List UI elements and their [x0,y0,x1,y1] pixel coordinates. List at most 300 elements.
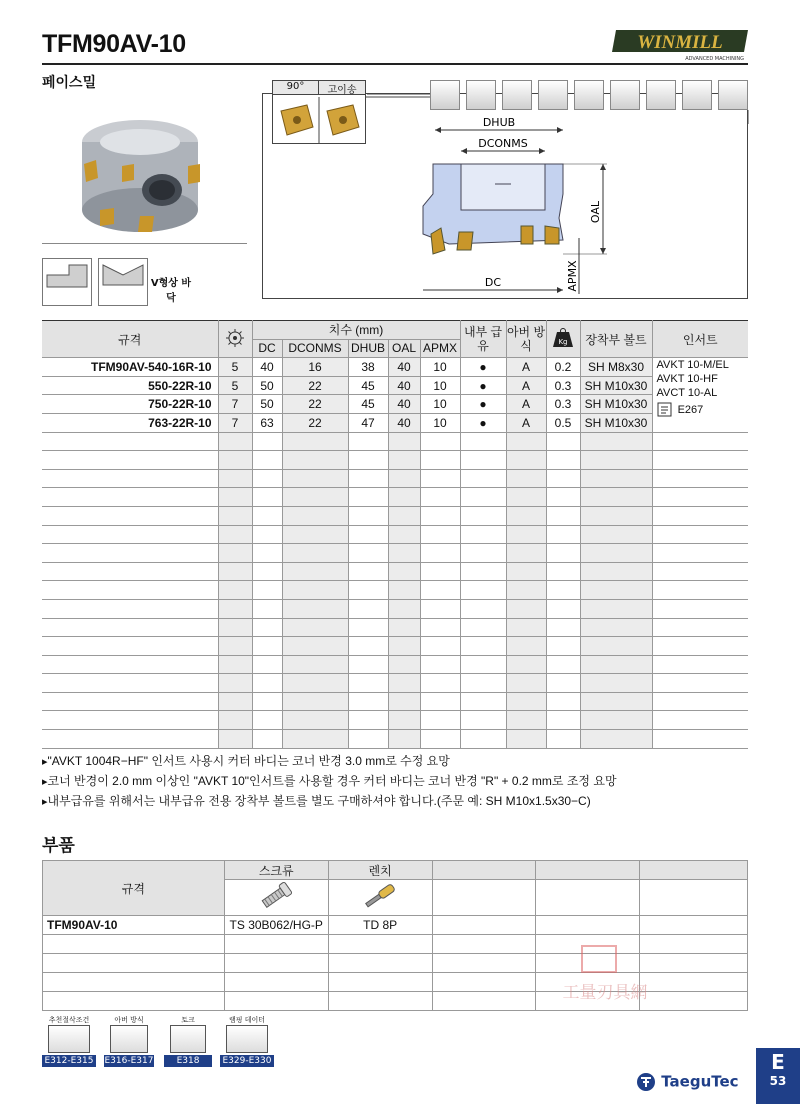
empty-cell [388,599,420,618]
row-weight: 0.5 [546,413,580,432]
row-arbor: A [506,413,546,432]
empty-table-row [42,711,748,730]
empty-cell [252,655,282,674]
weight-icon [546,321,580,358]
empty-cell [460,655,506,674]
row-oal: 40 [388,358,420,377]
empty-cell [546,525,580,544]
empty-cell [506,711,546,730]
row-teeth: 5 [218,358,252,377]
empty-cell [580,637,652,656]
row-weight: 0.3 [546,376,580,395]
note-item: ▸ 코너 반경이 2.0 mm 이상인 "AVKT 10"인서트를 사용할 경우 커터 바디는 코너 반경 "R" + 0.2 mm로 조정 요망 [42,772,617,792]
empty-cell [388,711,420,730]
empty-cell [348,637,388,656]
empty-cell [580,655,652,674]
row-dconms: 22 [282,376,348,395]
empty-table-row [42,451,748,470]
empty-cell [546,674,580,693]
empty-cell [388,674,420,693]
empty-cell [420,451,460,470]
empty-cell [432,954,536,973]
row-bolt: SH M10x30 [580,413,652,432]
empty-cell [348,711,388,730]
empty-cell [282,730,348,749]
empty-cell [282,506,348,525]
ramping-icon [502,80,532,110]
empty-cell [640,880,748,916]
empty-table-row [42,544,748,563]
empty-table-row [42,599,748,618]
empty-cell [42,488,218,507]
empty-cell [282,711,348,730]
empty-cell [42,506,218,525]
empty-cell [388,451,420,470]
empty-cell [546,544,580,563]
empty-cell [218,544,252,563]
empty-cell [506,506,546,525]
empty-cell [282,469,348,488]
empty-cell [282,544,348,563]
empty-cell [460,637,506,656]
empty-cell [432,916,536,935]
empty-cell [224,973,328,992]
empty-cell [580,711,652,730]
empty-table-row [42,432,748,451]
empty-cell [506,544,546,563]
empty-cell [420,618,460,637]
coolant-header: 내부 급유 [460,321,506,358]
empty-cell [460,692,506,711]
empty-cell [580,525,652,544]
empty-cell [580,469,652,488]
empty-cell [506,469,546,488]
empty-cell [580,488,652,507]
empty-table-row [42,618,748,637]
empty-cell [252,432,282,451]
empty-cell [580,599,652,618]
empty-cell [580,581,652,600]
empty-cell [282,637,348,656]
empty-cell [42,637,218,656]
wrench-spec: TD 8P [328,916,432,935]
empty-cell [420,432,460,451]
row-coolant: ● [460,395,506,414]
row-bolt: SH M10x30 [580,376,652,395]
arbor-icon [110,1025,148,1053]
table-row [42,376,748,395]
row-dhub: 45 [348,376,388,395]
empty-cell [252,711,282,730]
empty-cell [546,488,580,507]
empty-cell [652,544,748,563]
empty-cell [420,581,460,600]
empty-cell [506,599,546,618]
empty-cell [218,655,252,674]
empty-cell [388,432,420,451]
empty-cell [252,692,282,711]
empty-cell [420,544,460,563]
empty-cell [388,730,420,749]
empty-cell [546,432,580,451]
empty-cell [652,674,748,693]
empty-cell [420,692,460,711]
empty-cell [218,469,252,488]
insert-item: AVKT 10-HF [656,373,718,386]
empty-cell [218,674,252,693]
spec-table [42,320,748,749]
empty-cell [218,451,252,470]
empty-cell [536,916,640,935]
empty-cell [218,599,252,618]
table-row [43,916,748,935]
empty-cell [652,562,748,581]
row-apmx: 10 [420,376,460,395]
row-bolt: SH M8x30 [580,358,652,377]
dhub-label: DHUB [482,116,516,129]
row-dc: 50 [252,376,282,395]
empty-cell [652,692,748,711]
empty-cell [460,488,506,507]
section-tab [756,1048,800,1104]
empty-table-row [42,488,748,507]
insert-90-header: 90° [273,81,319,95]
empty-cell [652,488,748,507]
facing-icon [430,80,460,110]
empty-cell [348,674,388,693]
empty-table-row [42,525,748,544]
empty-rows [42,432,748,748]
empty-cell [460,711,506,730]
empty-cell [652,525,748,544]
empty-cell [388,469,420,488]
empty-cell [506,674,546,693]
empty-header [640,861,748,880]
empty-cell [282,655,348,674]
empty-cell [420,506,460,525]
row-coolant: ● [460,376,506,395]
dc-header: DC [252,339,282,358]
row-apmx: 10 [420,358,460,377]
row-spec: 750-22R-10 [42,395,218,414]
row-bolt: SH M10x30 [580,395,652,414]
empty-cell [420,730,460,749]
screw-icon [224,880,328,916]
empty-cell [282,432,348,451]
empty-cell [42,562,218,581]
insert-item: AVKT 10-M/EL [656,359,729,372]
empty-table-row [42,581,748,600]
photo-divider [42,243,247,244]
empty-cell [252,562,282,581]
book-icon [657,402,675,418]
empty-cell [218,562,252,581]
empty-cell [546,469,580,488]
title-divider [42,63,748,65]
empty-table-row [42,562,748,581]
row-dconms: 22 [282,413,348,432]
empty-cell [460,581,506,600]
empty-cell [546,655,580,674]
empty-cell [420,488,460,507]
plunging-icon [610,80,640,110]
oal-label: OAL [589,200,602,224]
empty-cell [546,692,580,711]
empty-cell [282,618,348,637]
empty-cell [42,599,218,618]
empty-cell [388,506,420,525]
apmx-label: APMX [566,260,579,292]
ramping-data-icon [226,1025,268,1053]
empty-cell [432,973,536,992]
arbor-header: 아버 방식 [506,321,546,358]
empty-cell [43,954,225,973]
icons-connector [740,110,750,126]
empty-table-row [42,730,748,749]
row-oal: 40 [388,413,420,432]
empty-cell [460,432,506,451]
empty-cell [42,730,218,749]
empty-cell [546,451,580,470]
empty-cell [252,637,282,656]
empty-cell [252,674,282,693]
empty-cell [348,730,388,749]
row-dhub: 47 [348,413,388,432]
corner-angle-icon [42,258,92,306]
insert-page-ref [657,402,749,418]
dconms-label: DCONMS [478,137,528,150]
taegutec-logo [636,1072,739,1092]
row-arbor: A [506,376,546,395]
empty-cell [218,711,252,730]
empty-cell [218,488,252,507]
screw-spec: TS 30B062/HG-P [224,916,328,935]
empty-cell [546,506,580,525]
apmx-header: APMX [420,339,460,358]
svg-text:Kg: Kg [558,337,568,346]
parts-spec-header: 규격 [43,861,225,916]
empty-table-row [42,692,748,711]
empty-cell [420,469,460,488]
empty-cell [282,599,348,618]
empty-cell [652,599,748,618]
dc-label: DC [484,276,502,289]
empty-cell [218,525,252,544]
empty-cell [252,730,282,749]
empty-cell [652,432,748,451]
empty-cell [42,469,218,488]
empty-cell [506,730,546,749]
empty-cell [388,692,420,711]
ref-page: E312-E315 [42,1055,96,1067]
empty-cell [328,992,432,1011]
note-item: ▸ "AVKT 1004R−HF" 인서트 사용시 커터 바디는 코너 반경 3.0 mm로 수정 요망 [42,752,617,772]
row-apmx: 10 [420,413,460,432]
empty-cell [42,451,218,470]
row-arbor: A [506,358,546,377]
empty-cell [580,544,652,563]
empty-cell [536,880,640,916]
empty-cell [546,618,580,637]
ref-label: 토크 [181,1016,195,1024]
empty-cell [580,432,652,451]
empty-cell [348,469,388,488]
row-coolant: ● [460,413,506,432]
empty-cell [348,655,388,674]
empty-cell [42,674,218,693]
empty-cell [348,432,388,451]
empty-cell [42,581,218,600]
row-teeth: 7 [218,413,252,432]
empty-cell [282,488,348,507]
empty-cell [506,581,546,600]
empty-cell [506,451,546,470]
pocketing-icon [646,80,676,110]
empty-cell [460,451,506,470]
dimensions-header: 치수 (mm) [252,321,460,340]
row-spec: TFM90AV-540-16R-10 [42,358,218,377]
empty-cell [328,935,432,954]
row-coolant: ● [460,358,506,377]
empty-cell [640,916,748,935]
empty-cell [282,674,348,693]
empty-cell [652,581,748,600]
ref-page: E329-E330 [220,1055,274,1067]
empty-cell [42,618,218,637]
insert-item: AVCT 10-AL [656,387,718,400]
empty-cell [580,730,652,749]
ref-arbor[interactable] [104,1015,154,1067]
empty-table-row [42,506,748,525]
empty-cell [218,692,252,711]
insert-header: 인서트 [652,321,748,358]
winmill-logo [612,28,750,62]
empty-cell [43,935,225,954]
empty-cell [506,562,546,581]
empty-cell [328,973,432,992]
empty-cell [218,730,252,749]
empty-cell [460,562,506,581]
empty-cell [420,674,460,693]
empty-cell [506,618,546,637]
empty-cell [252,469,282,488]
empty-cell [348,618,388,637]
empty-cell [460,506,506,525]
empty-cell [42,525,218,544]
empty-cell [252,525,282,544]
parts-spec: TFM90AV-10 [43,916,225,935]
empty-cell [546,637,580,656]
empty-table-row [42,469,748,488]
empty-cell [388,637,420,656]
empty-cell [348,544,388,563]
empty-cell [388,655,420,674]
empty-cell [42,544,218,563]
empty-cell [348,488,388,507]
helical-icon [718,80,748,110]
empty-cell [420,599,460,618]
empty-cell [580,692,652,711]
empty-cell [580,562,652,581]
empty-cell [348,692,388,711]
ref-ramping[interactable] [220,1015,274,1067]
empty-cell [546,711,580,730]
v-bottom-label: V형상 바닥 [150,278,192,304]
empty-cell [252,618,282,637]
table-row [42,395,748,414]
empty-cell [224,992,328,1011]
empty-cell [506,488,546,507]
empty-cell [328,954,432,973]
empty-cell [652,618,748,637]
empty-cell [218,581,252,600]
ref-page: E318 [164,1055,212,1067]
empty-cell [252,488,282,507]
empty-cell [420,637,460,656]
empty-cell [652,506,748,525]
empty-cell [348,562,388,581]
empty-cell [460,674,506,693]
row-apmx: 10 [420,395,460,414]
screw-header: 스크류 [224,861,328,880]
empty-cell [348,599,388,618]
empty-cell [652,655,748,674]
empty-cell [652,451,748,470]
shoulder-icon [574,80,604,110]
oal-header: OAL [388,339,420,358]
ref-torque[interactable] [164,1015,212,1067]
empty-cell [388,581,420,600]
table-row [42,358,748,377]
empty-cell [252,451,282,470]
empty-cell [460,599,506,618]
row-teeth: 7 [218,395,252,414]
teeth-icon [218,321,252,358]
logo-text: WINMILL [637,32,723,53]
slotting-icon [538,80,568,110]
insert-page-number: E267 [677,404,704,417]
empty-cell [506,637,546,656]
empty-cell [224,954,328,973]
empty-cell [252,581,282,600]
profiling-icon [682,80,712,110]
cutting-conditions-icon [48,1025,90,1053]
empty-cell [546,581,580,600]
row-weight: 0.2 [546,358,580,377]
empty-cell [580,506,652,525]
empty-cell [432,935,536,954]
empty-header [432,861,536,880]
row-dc: 50 [252,395,282,414]
empty-cell [580,451,652,470]
empty-cell [252,599,282,618]
wrench-icon [328,880,432,916]
empty-cell [420,562,460,581]
empty-cell [388,488,420,507]
empty-cell [506,432,546,451]
connector-line [366,96,430,100]
parts-title: 부품 [42,836,75,856]
ref-cutting-conditions[interactable] [42,1015,96,1067]
page-title: TFM90AV-10 [42,30,186,58]
insert-type-box [272,80,366,144]
row-dc: 63 [252,413,282,432]
row-teeth: 5 [218,376,252,395]
insert-highfeed-header: 고이송 [319,81,365,95]
empty-cell [42,655,218,674]
spec-header: 규격 [42,321,218,358]
face-mill-photo [40,92,250,242]
